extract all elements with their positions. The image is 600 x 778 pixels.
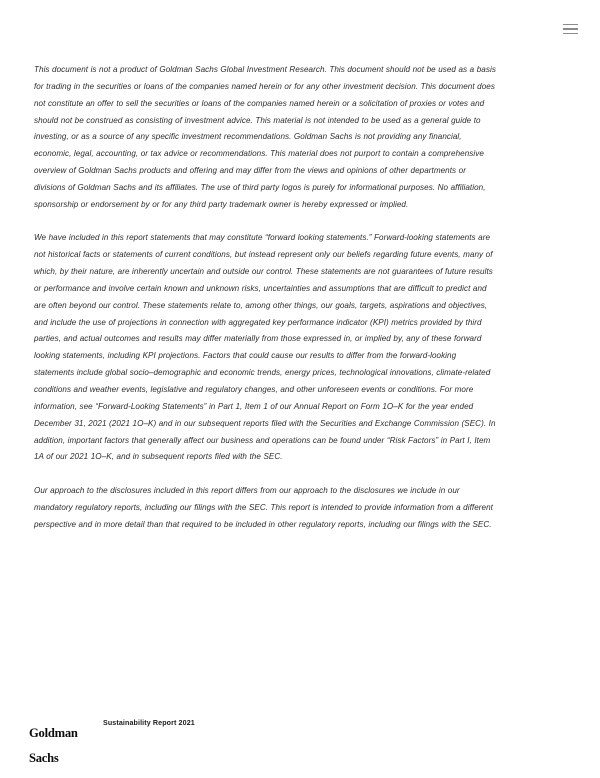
hamburger-bar-3 [563, 33, 578, 35]
hamburger-bar-2 [563, 28, 578, 30]
forward-looking-statements-paragraph: We have included in this report statements that may constitute “forward looking statements.” Forward-looking statements are not historical facts or statements of current conditions, but instead represent only our beliefs regarding future events, many of which, by their nature, are inherently uncertain and outside our control. These statements are not guarantees of future results or performance and involve certain known and unknown risks, uncertainties and assumptions that are difficult to predict and are often beyond our control. These statements relate to, among other things, our goals, targets, aspirations and objectives, and include the use of projections in connection with aggregated key performance indicator (KPI) metrics provided by third parties, and actual outcomes and results may differ materially from those expressed in, or implied by, any of these forward looking statements, including KPI projections. Factors that could cause our results to differ from the forward-looking statements include global socio–demographic and economic trends, energy prices, technological innovations, climate-related conditions and weather events, legislative and regulatory changes, and other unforeseen events or conditions. For more information, see “Forward-Looking Statements” in Part 1, Item 1 of our Annual Report on Form 1O–K for the year ended December 31, 2021 (2021 1O–K) and in our subsequent reports filed with the Securities and Exchange Commission (SEC). In addition, important factors that generally affect our business and operations can be found under “Risk Factors” in Part I, Item 1A of our 2021 1O–K, and in subsequent reports filed with the SEC. [34, 233, 496, 462]
logo-line-goldman: Goldman [29, 725, 78, 740]
footer-report-title: Sustainability Report 2021 [103, 719, 195, 727]
disclaimer-content [34, 62, 498, 534]
goldman-sachs-logo [29, 714, 78, 778]
hamburger-bar-1 [563, 24, 578, 26]
top-bar [0, 0, 600, 56]
disclosures-approach-paragraph: Our approach to the disclosures included in this report differs from our approach to the disclosures we include in our mandatory regulatory reports, including our filings with the SEC. This report is intended to provide information from a different perspective and in more detail than that required to be included in other regulatory reports, including our filings with the SEC. [34, 486, 493, 529]
page-footer [29, 714, 571, 766]
logo-line-sachs: Sachs [29, 751, 59, 766]
hamburger-menu-icon[interactable] [556, 18, 584, 40]
disclaimer-paragraph-1: This document is not a product of Goldman Sachs Global Investment Research. This document should not be used as a basis for trading in the securities or loans of the companies named herein or for any other investment decision. This document does not constitute an offer to sell the securities or loans of the companies named herein or a solicitation of proxies or votes and should not be construed as consisting of investment advice. This material is not intended to be used as a general guide to investing, or as a source of any specific investment recommendations. Goldman Sachs is not providing any financial, economic, legal, accounting, or tax advice or recommendations. This material does not purport to contain a comprehensive overview of Goldman Sachs products and offering and may differ from the views and opinions of other departments or divisions of Goldman Sachs and its affiliates. The use of third party logos is purely for informational purposes. No affiliation, sponsorship or endorsement by or for any third party trademark owner is hereby expressed or implied. [34, 65, 496, 209]
